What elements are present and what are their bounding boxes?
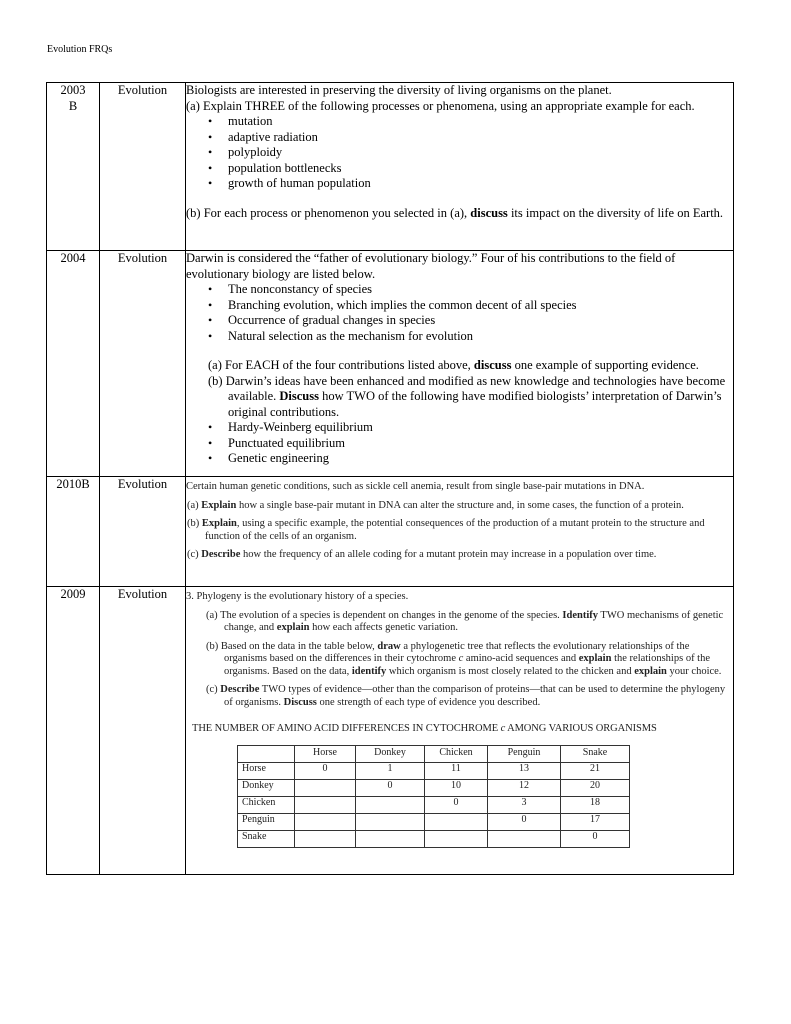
list-item: • polyploidy [228,145,733,161]
frq-row-2003b [47,83,734,251]
column-header: Penguin [488,745,561,762]
list-item: • Hardy-Weinberg equilibrium [228,420,733,436]
list-item: • population bottlenecks [228,161,733,177]
question-intro: Biologists are interested in preserving the diversity of living organisms on the planet. [186,83,612,97]
part-b: (b) Based on the data in the table below, draw a phylogenetic tree that reflects the evolutionary relationships of the organisms based on the differences in their cytochrome c amino-acid sequences and explain the relationships of the organisms. Based on the data, identify which organism is most closely related to the chicken and explain your choice. [206,640,722,677]
list-item: • growth of human population [228,176,733,192]
question-cell [186,587,734,875]
table-cell: 13 [488,762,561,779]
year-cell: 2010B [47,477,100,587]
part-a: (a) Explain THREE of the following processes or phenomena, using an appropriate example for each. [186,98,695,113]
topic-cell: Evolution [100,251,186,477]
table-header-row [238,745,630,762]
table-cell: 0 [295,762,356,779]
table-cell: 12 [488,779,561,796]
table-cell: 3 [488,796,561,813]
frq-row-2010b [47,477,734,587]
table-cell: 0 [425,796,488,813]
table-row [238,779,630,796]
question-cell [186,477,734,587]
topic-cell: Evolution [100,587,186,875]
table-cell [488,830,561,847]
bullet-list [186,114,733,192]
list-item: • The nonconstancy of species [228,282,733,298]
column-header: Chicken [425,745,488,762]
question-cell [186,83,734,251]
table-cell: 17 [561,813,630,830]
part-b: (b) Darwin’s ideas have been enhanced and modified as new knowledge and technologies have become available. Discuss how TWO of the following have modified biologists’ interpretation of Darwin’s original contributions. [208,373,726,419]
year-cell: 2004 [47,251,100,477]
topic-cell: Evolution [100,477,186,587]
table-cell [295,779,356,796]
frq-table [46,82,734,875]
table-cell [425,813,488,830]
list-item: • mutation [228,114,733,130]
year-cell: 2009 [47,587,100,875]
page-header: Evolution FRQs [47,44,113,55]
table-row [238,830,630,847]
list-item: • Genetic engineering [228,451,733,467]
table-cell: 0 [488,813,561,830]
bullet-list [186,420,733,467]
row-header: Chicken [238,796,295,813]
row-header: Horse [238,762,295,779]
bullet-list [186,282,733,344]
list-item: • Occurrence of gradual changes in species [228,313,733,329]
year-cell: 2003 B [47,83,100,251]
frq-row-2004 [47,251,734,477]
list-item: • Branching evolution, which implies the common decent of all species [228,298,733,314]
table-cell: 21 [561,762,630,779]
table-cell [295,830,356,847]
table-cell: 0 [356,779,425,796]
table-cell [356,830,425,847]
part-b: (b) Explain, using a specific example, the potential consequences of the production of a mutant protein to the structure and function of the cells of an organism. [187,518,705,542]
part-c: (c) Describe TWO types of evidence—other than the comparison of proteins—that can be used to determine the phylogeny of organisms. Discuss one strength of each type of evidence you described. [206,684,726,708]
part-a: (a) The evolution of a species is dependent on changes in the genome of the species. Identify TWO mechanisms of genetic change, and explain how each affects genetic variation. [206,609,724,633]
table-cell [295,796,356,813]
table-cell [425,830,488,847]
question-cell [186,251,734,477]
part-a: (a) For EACH of the four contributions listed above, discuss one example of supporting evidence. [208,358,699,372]
column-header: Snake [561,745,630,762]
part-a: (a) Explain how a single base-pair mutant in DNA can alter the structure and, in some cases, the function of a protein. [187,499,684,511]
data-table-title: THE NUMBER OF AMINO ACID DIFFERENCES IN CYTOCHROME c AMONG VARIOUS ORGANISMS [192,723,657,734]
row-header: Penguin [238,813,295,830]
part-c: (c) Describe how the frequency of an allele coding for a mutant protein may increase in a population over time. [187,549,657,560]
list-item: • adaptive radiation [228,130,733,146]
table-cell [356,813,425,830]
column-header: Horse [295,745,356,762]
question-intro: Certain human genetic conditions, such as sickle cell anemia, result from single base-pair mutations in DNA. [186,481,645,492]
table-row [238,813,630,830]
table-cell: 18 [561,796,630,813]
table-cell: 1 [356,762,425,779]
table-cell: 10 [425,779,488,796]
question-intro: Darwin is considered the “father of evolutionary biology.” Four of his contributions to the field of evolutionary biology are listed below. [186,251,676,281]
row-header: Donkey [238,779,295,796]
table-cell [295,813,356,830]
table-cell: 0 [561,830,630,847]
list-item: • Natural selection as the mechanism for evolution [228,329,733,345]
question-intro: 3. Phylogeny is the evolutionary history of a species. [186,591,409,602]
table-cell [356,796,425,813]
table-cell: 20 [561,779,630,796]
topic-cell: Evolution [100,83,186,251]
row-header: Snake [238,830,295,847]
table-row [238,796,630,813]
table-row [238,762,630,779]
frq-row-2009 [47,587,734,875]
table-cell: 11 [425,762,488,779]
column-header: Donkey [356,745,425,762]
amino-acid-table [237,745,630,848]
list-item: • Punctuated equilibrium [228,436,733,452]
part-b: (b) For each process or phenomenon you selected in (a), discuss its impact on the diversity of life on Earth. [186,205,724,220]
